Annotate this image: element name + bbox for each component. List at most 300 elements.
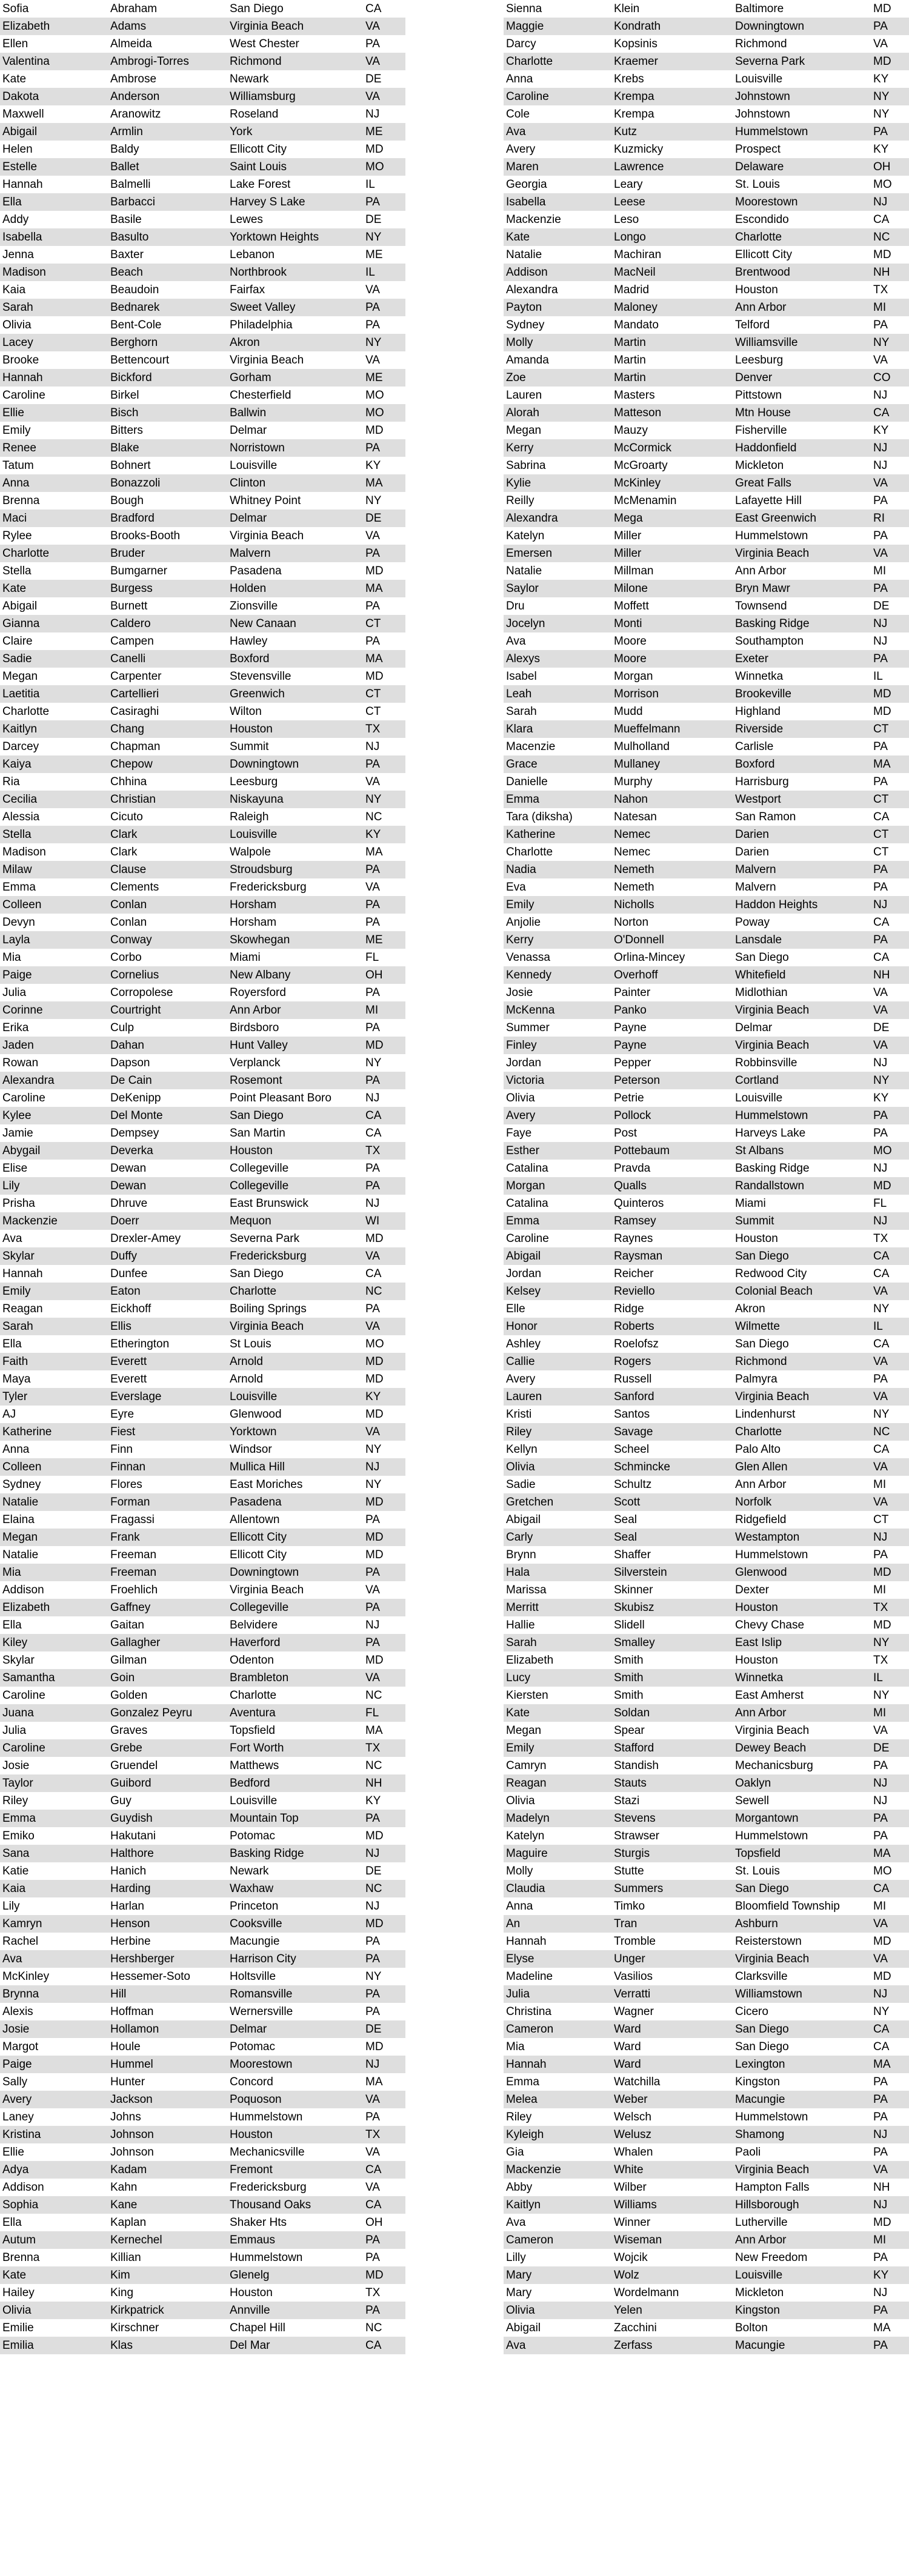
last-name-cell: Morrison [614, 688, 659, 700]
last-name-cell: Conlan [110, 898, 147, 911]
last-name-cell: Moore [614, 652, 647, 665]
last-name-cell: Strawser [614, 1830, 659, 1842]
state-cell: CA [365, 2339, 382, 2352]
state-cell: NJ [873, 2286, 888, 2299]
first-name-cell: Kylee [2, 1109, 32, 1122]
city-cell: Winnetka [735, 670, 784, 683]
state-cell: NJ [873, 1531, 888, 1544]
state-cell: VA [873, 1917, 888, 1930]
first-name-cell: Kristina [2, 2128, 41, 2141]
state-cell: IL [365, 178, 375, 191]
last-name-cell: Watchilla [614, 2076, 661, 2088]
last-name-cell: Aranowitz [110, 108, 161, 121]
city-cell: Great Falls [735, 477, 791, 490]
city-cell: Mullica Hill [230, 1461, 285, 1473]
state-cell: MO [365, 161, 384, 173]
first-name-cell: Mary [506, 2269, 532, 2282]
city-cell: St. Louis [735, 178, 780, 191]
table-row [504, 1546, 909, 1564]
last-name-cell: Klein [614, 2, 640, 15]
last-name-cell: Kopsinis [614, 38, 658, 50]
table-row [0, 2038, 405, 2056]
table-row [504, 632, 909, 650]
table-row [0, 1441, 405, 1458]
table-row [504, 369, 909, 387]
state-cell: KY [873, 424, 889, 437]
last-name-cell: Halthore [110, 1847, 154, 1860]
table-row [504, 2214, 909, 2231]
first-name-cell: Sarah [2, 1320, 33, 1333]
table-row [504, 1739, 909, 1757]
state-cell: PA [365, 547, 380, 560]
first-name-cell: Elizabeth [2, 20, 50, 33]
last-name-cell: Corbo [110, 951, 142, 964]
table-row [504, 474, 909, 492]
city-cell: Brambleton [230, 1671, 289, 1684]
table-row [504, 2161, 909, 2179]
first-name-cell: Jordan [506, 1057, 542, 1069]
state-cell: MD [873, 2, 891, 15]
state-cell: PA [365, 1303, 380, 1315]
last-name-cell: Martin [614, 371, 646, 384]
state-cell: CT [365, 688, 381, 700]
last-name-cell: Sturgis [614, 1847, 650, 1860]
last-name-cell: Hollamon [110, 2023, 159, 2036]
table-row [0, 738, 405, 755]
city-cell: Boiling Springs [230, 1303, 307, 1315]
table-row [504, 984, 909, 1001]
last-name-cell: Doerr [110, 1215, 139, 1227]
table-row [504, 1529, 909, 1546]
first-name-cell: Emilie [2, 2322, 34, 2334]
table-row [504, 2073, 909, 2091]
last-name-cell: Conway [110, 934, 152, 946]
first-name-cell: Ava [2, 1232, 22, 1245]
first-name-cell: Maci [2, 512, 27, 525]
state-cell: MD [873, 1180, 891, 1192]
state-cell: IL [365, 266, 375, 279]
state-cell: MO [365, 1338, 384, 1350]
city-cell: East Moriches [230, 1478, 303, 1491]
city-cell: Downingtown [230, 1566, 299, 1579]
last-name-cell: Carpenter [110, 670, 162, 683]
state-cell: NJ [365, 1847, 380, 1860]
state-cell: MI [873, 1584, 887, 1596]
table-row [0, 246, 405, 264]
last-name-cell: Chang [110, 723, 144, 735]
first-name-cell: Charlotte [506, 55, 553, 68]
first-name-cell: Claudia [506, 1882, 545, 1895]
city-cell: Belvidere [230, 1619, 278, 1632]
city-cell: Yorktown Heights [230, 231, 319, 244]
last-name-cell: MacNeil [614, 266, 656, 279]
last-name-cell: Leary [614, 178, 643, 191]
city-cell: Collegeville [230, 1162, 289, 1175]
first-name-cell: Sarah [506, 705, 537, 718]
state-cell: ME [365, 371, 383, 384]
first-name-cell: Kerry [506, 934, 534, 946]
state-cell: ME [365, 125, 383, 138]
city-cell: Denver [735, 371, 773, 384]
last-name-cell: Wordelmann [614, 2286, 679, 2299]
last-name-cell: Millman [614, 565, 654, 577]
first-name-cell: Valentina [2, 55, 50, 68]
table-row [0, 1353, 405, 1370]
city-cell: Virginia Beach [735, 1724, 810, 1737]
state-cell: PA [365, 986, 380, 999]
first-name-cell: Alexandra [2, 1074, 55, 1087]
city-cell: Malvern [230, 547, 271, 560]
city-cell: Williamsburg [230, 90, 296, 103]
state-cell: NC [365, 1759, 382, 1772]
first-name-cell: Katherine [2, 1426, 52, 1438]
first-name-cell: Ella [2, 196, 22, 208]
city-cell: Shaker Hts [230, 2216, 287, 2229]
first-name-cell: Sana [2, 1847, 30, 1860]
table-row [504, 1968, 909, 1985]
first-name-cell: Renee [2, 442, 36, 454]
table-row [504, 88, 909, 105]
table-row [504, 966, 909, 984]
first-name-cell: Darcy [506, 38, 536, 50]
table-row [504, 457, 909, 474]
city-cell: San Diego [230, 1267, 284, 1280]
first-name-cell: Caroline [506, 90, 549, 103]
city-cell: Ballwin [230, 407, 267, 419]
city-cell: Hummelstown [735, 2111, 808, 2123]
table-row [0, 105, 405, 123]
state-cell: VA [365, 529, 380, 542]
first-name-cell: Megan [2, 670, 38, 683]
state-cell: NJ [873, 2199, 888, 2211]
city-cell: Fremont [230, 2163, 273, 2176]
last-name-cell: Mandato [614, 319, 659, 331]
first-name-cell: Milaw [2, 863, 32, 876]
last-name-cell: Gaffney [110, 1601, 151, 1614]
last-name-cell: Slidell [614, 1619, 645, 1632]
state-cell: MD [365, 1355, 384, 1368]
last-name-cell: Roberts [614, 1320, 654, 1333]
last-name-cell: Klas [110, 2339, 133, 2352]
first-name-cell: Honor [506, 1320, 538, 1333]
first-name-cell: Emma [506, 793, 539, 806]
state-cell: VA [365, 775, 380, 788]
state-cell: NJ [873, 617, 888, 630]
city-cell: Carlisle [735, 740, 774, 753]
last-name-cell: Grebe [110, 1742, 142, 1754]
state-cell: VA [365, 2146, 380, 2159]
table-row [504, 510, 909, 527]
first-name-cell: Maggie [506, 20, 544, 33]
state-cell: KY [873, 1092, 889, 1104]
last-name-cell: Bickford [110, 371, 152, 384]
first-name-cell: Colleen [2, 898, 42, 911]
table-row [0, 404, 405, 422]
table-row [504, 2179, 909, 2196]
last-name-cell: Bednarek [110, 301, 160, 314]
city-cell: Hummelstown [230, 2251, 303, 2264]
first-name-cell: Caroline [506, 1232, 549, 1245]
first-name-cell: Emma [506, 1215, 539, 1227]
table-row [504, 1265, 909, 1283]
city-cell: New Canaan [230, 617, 296, 630]
first-name-cell: Kate [506, 1707, 530, 1719]
state-cell: TX [365, 1742, 381, 1754]
last-name-cell: Reicher [614, 1267, 654, 1280]
city-cell: Basking Ridge [735, 1162, 810, 1175]
city-cell: Princeton [230, 1900, 279, 1913]
city-cell: Macungie [230, 1935, 280, 1948]
city-cell: Collegeville [230, 1180, 289, 1192]
city-cell: Randallstown [735, 1180, 805, 1192]
last-name-cell: McGroarty [614, 459, 668, 472]
state-cell: PA [365, 1812, 380, 1825]
city-cell: West Chester [230, 38, 299, 50]
first-name-cell: Ashley [506, 1338, 541, 1350]
last-name-cell: Fragassi [110, 1513, 155, 1526]
last-name-cell: Orlina-Mincey [614, 951, 685, 964]
last-name-cell: Deverka [110, 1144, 153, 1157]
last-name-cell: Berghorn [110, 336, 158, 349]
first-name-cell: Ava [506, 125, 526, 138]
table-row [504, 1950, 909, 1968]
state-cell: TX [365, 1144, 381, 1157]
last-name-cell: Kane [110, 2199, 138, 2211]
state-cell: CT [873, 1513, 889, 1526]
table-row [0, 1546, 405, 1564]
table-row [0, 1985, 405, 2003]
city-cell: Oaklyn [735, 1777, 771, 1790]
state-cell: MD [365, 1496, 384, 1509]
city-cell: Ellicott City [735, 248, 792, 261]
table-row [0, 1124, 405, 1142]
city-cell: Virginia Beach [735, 1039, 810, 1052]
first-name-cell: Abigail [506, 2322, 541, 2334]
first-name-cell: Georgia [506, 178, 547, 191]
first-name-cell: Hannah [2, 178, 43, 191]
table-row [504, 1651, 909, 1669]
first-name-cell: Katelyn [506, 529, 545, 542]
first-name-cell: Sophia [2, 2199, 39, 2211]
last-name-cell: Santos [614, 1408, 650, 1421]
first-name-cell: Mackenzie [506, 2163, 561, 2176]
city-cell: Houston [230, 2128, 273, 2141]
first-name-cell: Alorah [506, 407, 539, 419]
city-cell: Hunt Valley [230, 1039, 288, 1052]
city-cell: Bloomfield Township [735, 1900, 840, 1913]
last-name-cell: Baldy [110, 143, 139, 156]
table-row [504, 1599, 909, 1616]
last-name-cell: Johnson [110, 2128, 154, 2141]
city-cell: Chesterfield [230, 389, 291, 402]
first-name-cell: Brooke [2, 354, 39, 367]
table-row [504, 2108, 909, 2126]
city-cell: Basking Ridge [735, 617, 810, 630]
table-row [504, 1880, 909, 1897]
last-name-cell: Dahan [110, 1039, 144, 1052]
state-cell: NJ [873, 389, 888, 402]
last-name-cell: Maloney [614, 301, 658, 314]
last-name-cell: Campen [110, 635, 154, 648]
city-cell: St Albans [735, 1144, 784, 1157]
city-cell: San Diego [735, 2040, 789, 2053]
last-name-cell: Ambrose [110, 73, 157, 85]
first-name-cell: Ellie [2, 2146, 24, 2159]
table-row [504, 228, 909, 246]
state-cell: OH [365, 2216, 383, 2229]
table-row [0, 1933, 405, 1950]
last-name-cell: Kim [110, 2269, 130, 2282]
table-row [504, 1897, 909, 1915]
state-cell: MD [873, 1970, 891, 1983]
first-name-cell: Abby [506, 2181, 533, 2194]
last-name-cell: Zacchini [614, 2322, 657, 2334]
first-name-cell: Summer [506, 1021, 550, 1034]
last-name-cell: Verratti [614, 1988, 651, 2000]
last-name-cell: Painter [614, 986, 651, 999]
table-row [0, 35, 405, 53]
first-name-cell: Callie [506, 1355, 535, 1368]
state-cell: RI [873, 512, 885, 525]
city-cell: Midlothian [735, 986, 788, 999]
first-name-cell: Megan [506, 424, 542, 437]
state-cell: MD [365, 1531, 384, 1544]
state-cell: KY [873, 2269, 889, 2282]
first-name-cell: Olivia [506, 1794, 535, 1807]
first-name-cell: Alexandra [506, 512, 558, 525]
state-cell: TX [365, 723, 381, 735]
last-name-cell: Harlan [110, 1900, 144, 1913]
first-name-cell: Tyler [2, 1390, 28, 1403]
city-cell: Rosemont [230, 1074, 282, 1087]
city-cell: Hummelstown [735, 1830, 808, 1842]
table-row [0, 1160, 405, 1177]
table-row [504, 1195, 909, 1212]
last-name-cell: De Cain [110, 1074, 152, 1087]
state-cell: MD [873, 2216, 891, 2229]
first-name-cell: Ava [2, 1953, 22, 1965]
city-cell: Verplanck [230, 1057, 281, 1069]
table-row [0, 1669, 405, 1687]
table-row [0, 1493, 405, 1511]
first-name-cell: Brenna [2, 494, 40, 507]
city-cell: Johnstown [735, 108, 790, 121]
city-cell: Morgantown [735, 1812, 799, 1825]
last-name-cell: Eaton [110, 1285, 141, 1298]
table-row [0, 878, 405, 896]
last-name-cell: Mauzy [614, 424, 648, 437]
table-row [0, 791, 405, 808]
first-name-cell: Caroline [2, 1689, 45, 1702]
state-cell: PA [365, 758, 380, 771]
first-name-cell: Kaiya [2, 758, 32, 771]
state-cell: PA [365, 2251, 380, 2264]
city-cell: San Diego [230, 1109, 284, 1122]
city-cell: Darien [735, 828, 769, 841]
last-name-cell: Smith [614, 1689, 644, 1702]
city-cell: Haverford [230, 1636, 281, 1649]
last-name-cell: Goin [110, 1671, 135, 1684]
last-name-cell: Zerfass [614, 2339, 653, 2352]
city-cell: Fredericksburg [230, 1250, 307, 1263]
city-cell: Wilton [230, 705, 262, 718]
city-cell: Virginia Beach [735, 1953, 810, 1965]
last-name-cell: Reviello [614, 1285, 655, 1298]
table-row [0, 141, 405, 158]
state-cell: PA [365, 38, 380, 50]
last-name-cell: Smith [614, 1671, 644, 1684]
state-cell: OH [365, 969, 383, 981]
table-row [504, 1089, 909, 1107]
last-name-cell: Mulholland [614, 740, 670, 753]
first-name-cell: Catalina [506, 1162, 548, 1175]
state-cell: VA [873, 1285, 888, 1298]
first-name-cell: Kristi [506, 1408, 532, 1421]
state-cell: VA [873, 1004, 888, 1017]
city-cell: Hummelstown [735, 529, 808, 542]
state-cell: PA [365, 1566, 380, 1579]
table-row [0, 0, 405, 18]
state-cell: KY [365, 828, 381, 841]
first-name-cell: Brynna [2, 1988, 39, 2000]
table-row [0, 2091, 405, 2108]
last-name-cell: Pottebaum [614, 1144, 670, 1157]
city-cell: Royersford [230, 986, 286, 999]
city-cell: Ellicott City [230, 1549, 287, 1561]
first-name-cell: Addison [2, 2181, 44, 2194]
first-name-cell: Samantha [2, 1671, 55, 1684]
city-cell: Harveys Lake [735, 1127, 806, 1140]
last-name-cell: Norton [614, 916, 649, 929]
table-row [504, 2231, 909, 2249]
city-cell: Ann Arbor [735, 2234, 787, 2246]
city-cell: Horsham [230, 898, 277, 911]
city-cell: Pasadena [230, 1496, 282, 1509]
state-cell: NC [873, 231, 890, 244]
table-row [0, 2108, 405, 2126]
first-name-cell: Gretchen [506, 1496, 554, 1509]
last-name-cell: Dempsey [110, 1127, 159, 1140]
first-name-cell: Caroline [2, 1092, 45, 1104]
state-cell: PA [873, 2146, 888, 2159]
last-name-cell: King [110, 2286, 134, 2299]
table-row [0, 1616, 405, 1634]
state-cell: PA [873, 652, 888, 665]
state-cell: PA [873, 1109, 888, 1122]
table-row [504, 668, 909, 685]
first-name-cell: Olivia [506, 1461, 535, 1473]
city-cell: Louisville [230, 1794, 278, 1807]
city-cell: Chapel Hill [230, 2322, 285, 2334]
city-cell: Arnold [230, 1373, 263, 1386]
state-cell: MD [365, 1654, 384, 1667]
city-cell: Saint Louis [230, 161, 287, 173]
state-cell: CA [873, 2040, 890, 2053]
city-cell: Lansdale [735, 934, 782, 946]
state-cell: NY [873, 1303, 890, 1315]
first-name-cell: Julia [2, 986, 27, 999]
city-cell: Poquoson [230, 2093, 282, 2106]
table-row [0, 88, 405, 105]
table-row [0, 1511, 405, 1529]
city-cell: San Ramon [735, 811, 796, 823]
last-name-cell: Wolz [614, 2269, 639, 2282]
first-name-cell: Sarah [506, 1636, 537, 1649]
state-cell: VA [365, 1426, 380, 1438]
first-name-cell: Mia [506, 2040, 525, 2053]
last-name-cell: Stafford [614, 1742, 654, 1754]
first-name-cell: McKenna [506, 1004, 555, 1017]
